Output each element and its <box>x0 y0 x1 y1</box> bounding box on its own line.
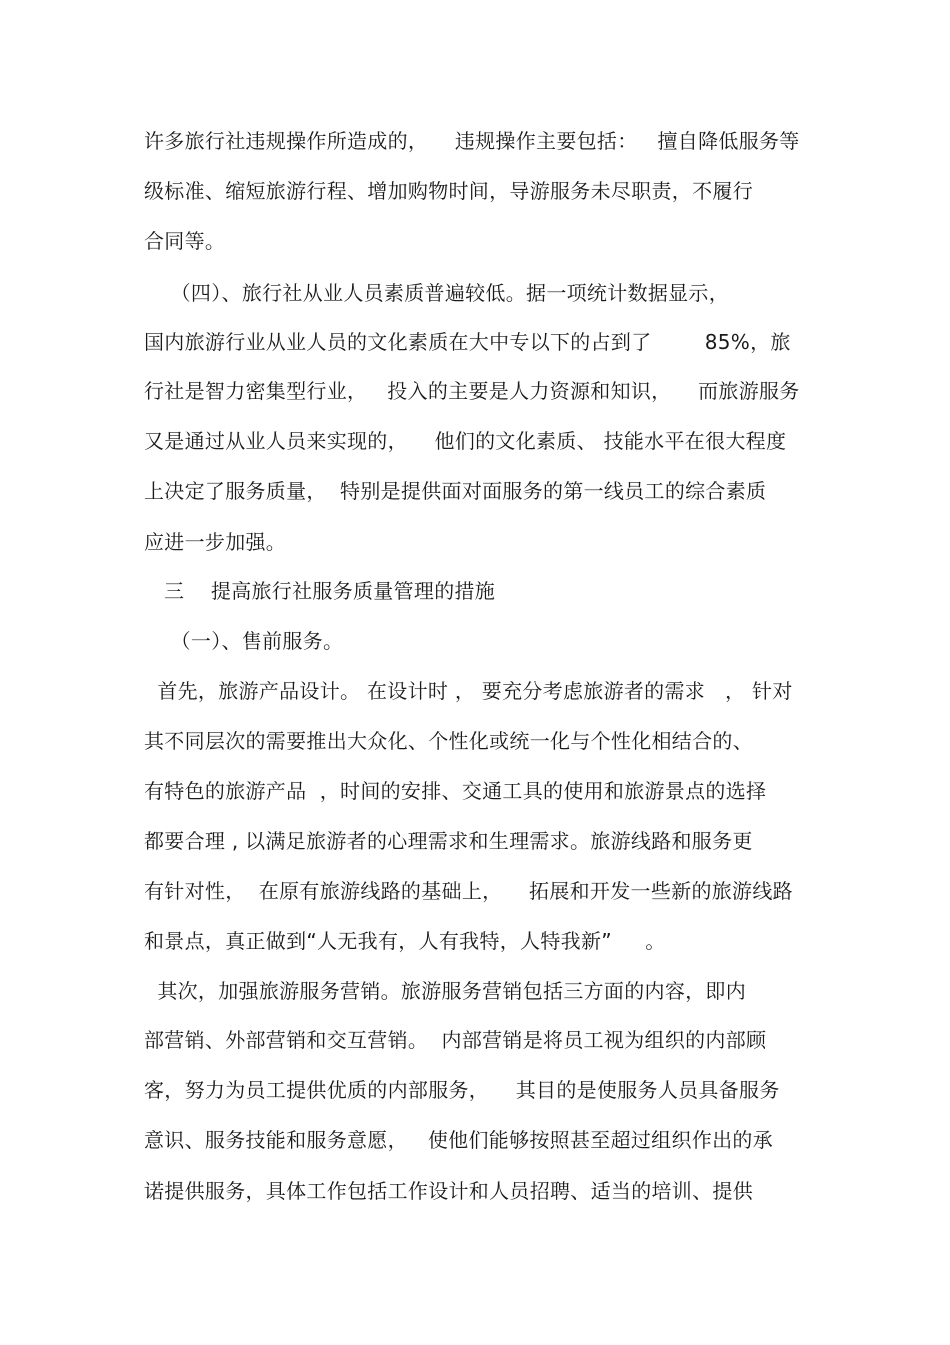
text-line: 许多旅行社违规操作所造成的， 违规操作主要包括： 擅自降低服务等 <box>144 129 800 153</box>
text-line: 都要合理 , 以满足旅游者的心理需求和生理需求。旅游线路和服务更 <box>144 829 753 853</box>
text-line: 级标准、缩短旅游行程、增加购物时间，导游服务未尽职责，不履行 <box>144 179 753 203</box>
text-line: 上决定了服务质量， 特别是提供面对面服务的第一线员工的综合素质 <box>144 479 767 503</box>
text-line: 又是通过从业人员来实现的， 他们的文化素质、 技能水平在很大程度 <box>144 429 787 453</box>
text-line: 有针对性， 在原有旅游线路的基础上， 拓展和开发一些新的旅游线路 <box>144 879 793 903</box>
text-line: 有特色的旅游产品 ，时间的安排、交通工具的使用和旅游景点的选择 <box>144 779 767 803</box>
text-line: 行社是智力密集型行业， 投入的主要是人力资源和知识， 而旅游服务 <box>144 379 800 403</box>
text-line: （四）、旅行社从业人员素质普遍较低。据一项统计数据显示， <box>144 281 730 305</box>
text-line: 和景点，真正做到“人无我有，人有我特，人特我新” 。 <box>144 929 666 953</box>
text-line: 意识、服务技能和服务意愿， 使他们能够按照甚至超过组织作出的承 <box>144 1128 773 1152</box>
text-line: 客，努力为员工提供优质的内部服务， 其目的是使服务人员具备服务 <box>144 1078 780 1102</box>
subsection-heading: （一）、售前服务。 <box>144 629 344 653</box>
text-line: 应进一步加强。 <box>144 530 287 554</box>
text-line: 其次，加强旅游服务营销。旅游服务营销包括三方面的内容，即内 <box>144 979 747 1003</box>
text-line: 合同等。 <box>144 229 226 253</box>
text-line: 首先，旅游产品设计。 在设计时 ， 要充分考虑旅游者的需求 ， 针对 <box>144 679 793 703</box>
section-heading: 三 提高旅行社服务质量管理的措施 <box>144 579 496 603</box>
text-line: 诺提供服务，具体工作包括工作设计和人员招聘、适当的培训、提供 <box>144 1179 753 1203</box>
text-line: 其不同层次的需要推出大众化、个性化或统一化与个性化相结合的、 <box>144 729 753 753</box>
text-line: 部营销、外部营销和交互营销。 内部营销是将员工视为组织的内部顾 <box>144 1028 767 1052</box>
text-line: 国内旅游行业从业人员的文化素质在大中专以下的占到了 85%，旅 <box>144 330 791 354</box>
